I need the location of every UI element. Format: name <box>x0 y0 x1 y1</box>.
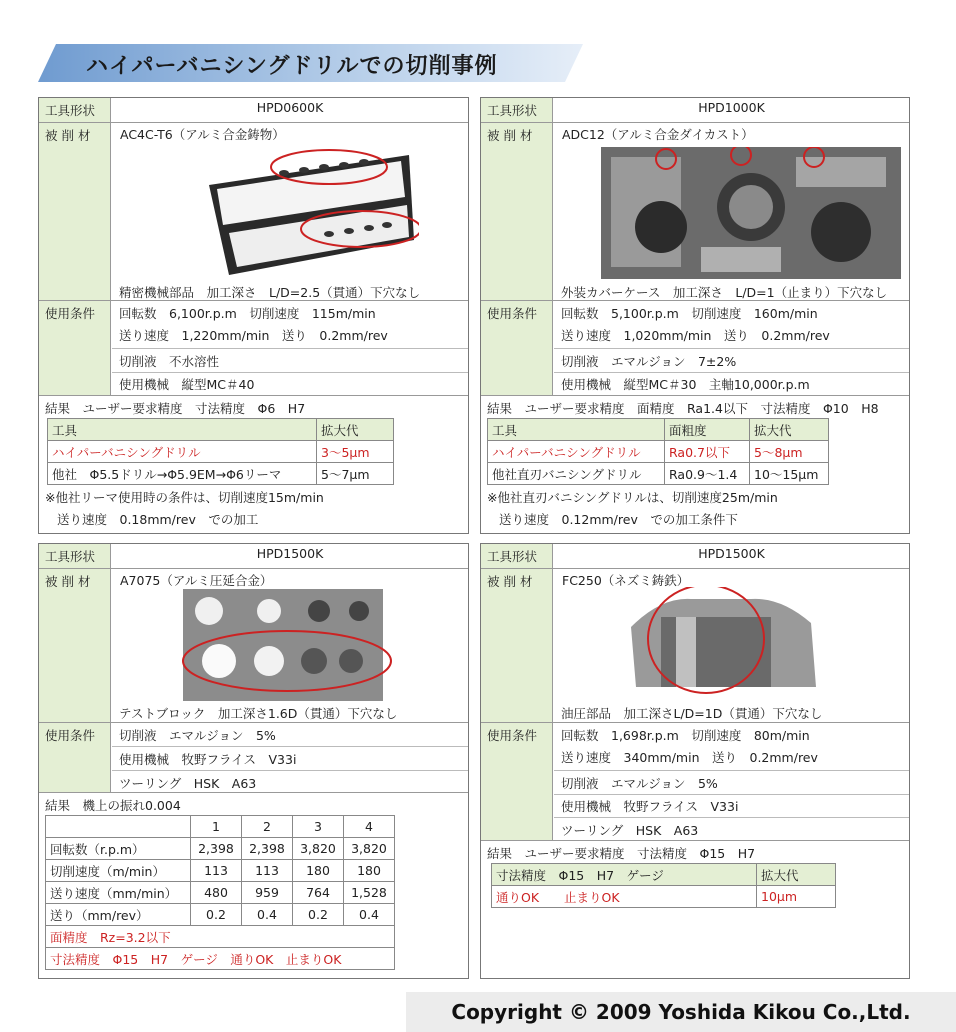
result-table <box>487 418 829 485</box>
table-cell: 180 <box>344 860 395 882</box>
condition-line: 切削液 エマルジョン 5% <box>561 776 718 791</box>
table-row <box>46 904 395 926</box>
note-line: 送り速度 0.12mm/rev での加工条件下 <box>499 512 738 527</box>
condition-line: 送り速度 1,220mm/min 送り 0.2mm/rev <box>119 328 388 343</box>
table-cell: 10μm <box>757 886 836 908</box>
table-footer: 寸法精度 Φ15 H7 ゲージ 通りOK 止まりOK <box>46 948 395 970</box>
tool-name: HPD1500K <box>256 546 324 561</box>
table-cell: 他社 Φ5.5ドリル→Φ5.9EM→Φ6リーマ <box>48 463 317 485</box>
result-text: 結果 ユーザー要求精度 寸法精度 Φ6 H7 <box>45 401 306 416</box>
table-cell: 送り（mm/rev） <box>46 904 191 926</box>
part-photo <box>169 589 429 701</box>
case-panel-3 <box>38 543 469 979</box>
table-cell: 通りOK 止まりOK <box>492 886 757 908</box>
material-row <box>39 122 468 301</box>
table-header: 1 <box>191 816 242 838</box>
material-row <box>481 122 909 301</box>
conditions-row <box>39 722 468 793</box>
table-cell: 113 <box>191 860 242 882</box>
table-row <box>46 882 395 904</box>
table-cell: 切削速度（m/min） <box>46 860 191 882</box>
table-header: 拡大代 <box>757 864 836 886</box>
tool-shape-row <box>481 544 909 568</box>
condition-line: 使用機械 縦型MC＃40 <box>119 377 255 392</box>
table-cell: 5～7μm <box>317 463 394 485</box>
table-cell: 180 <box>293 860 344 882</box>
conditions-label: 使用条件 <box>39 723 111 793</box>
condition-line: 回転数 5,100r.p.m 切削速度 160m/min <box>561 306 818 321</box>
result-table <box>491 863 836 908</box>
material-name: ADC12（アルミ合金ダイカスト） <box>562 127 754 142</box>
table-cell: 3～5μm <box>317 441 394 463</box>
result-table <box>47 418 394 485</box>
part-caption: 外装カバーケース 加工深さ L/D=1（止まり）下穴なし <box>561 285 888 300</box>
table-cell: 回転数（r.p.m） <box>46 838 191 860</box>
table-row <box>46 838 395 860</box>
table-cell: 764 <box>293 882 344 904</box>
part-photo <box>631 587 821 699</box>
tool-shape-label: 工具形状 <box>481 544 553 568</box>
table-row <box>46 860 395 882</box>
case-panel-1 <box>38 97 469 534</box>
result-text: 結果 ユーザー要求精度 寸法精度 Φ15 H7 <box>487 846 756 861</box>
material-row <box>39 568 468 723</box>
tool-shape-row <box>39 544 468 568</box>
condition-line: 回転数 1,698r.p.m 切削速度 80m/min <box>561 728 810 743</box>
condition-line: 使用機械 牧野フライス V33i <box>119 752 297 767</box>
title-banner <box>38 44 583 82</box>
table-footer: 面精度 Rz=3.2以下 <box>46 926 395 948</box>
material-name: FC250（ネズミ鋳鉄） <box>562 573 690 588</box>
result-text: 結果 ユーザー要求精度 面精度 Ra1.4以下 寸法精度 Φ10 H8 <box>487 401 879 416</box>
table-cell: 送り速度（mm/min） <box>46 882 191 904</box>
condition-line: 送り速度 1,020mm/min 送り 0.2mm/rev <box>561 328 830 343</box>
condition-line: 回転数 6,100r.p.m 切削速度 115m/min <box>119 306 376 321</box>
condition-line: 使用機械 縦型MC＃30 主軸10,000r.p.m <box>561 377 810 392</box>
table-cell: Ra0.9～1.4 <box>665 463 750 485</box>
tool-shape-row <box>39 98 468 122</box>
table-header: 工具 <box>48 419 317 441</box>
note-line: 送り速度 0.18mm/rev での加工 <box>57 512 259 527</box>
table-header: 4 <box>344 816 395 838</box>
conditions-row <box>481 722 909 841</box>
part-photo <box>189 145 419 280</box>
table-cell: 他社直刃バニシングドリル <box>488 463 665 485</box>
result-row <box>481 840 909 979</box>
case-panel-4 <box>480 543 910 979</box>
table-cell: 5～8μm <box>750 441 829 463</box>
tool-shape-row <box>481 98 909 122</box>
table-header: 拡大代 <box>750 419 829 441</box>
tool-name: HPD1500K <box>698 546 765 561</box>
table-header: 工具 <box>488 419 665 441</box>
condition-line: 切削液 不水溶性 <box>119 354 220 369</box>
table-header: 2 <box>242 816 293 838</box>
note-line: ※他社リーマ使用時の条件は、切削速度15m/min <box>45 490 324 505</box>
condition-line: ツーリング HSK A63 <box>561 823 699 838</box>
case-panel-2 <box>480 97 910 534</box>
condition-line: 送り速度 340mm/min 送り 0.2mm/rev <box>561 750 818 765</box>
table-cell: 0.4 <box>344 904 395 926</box>
material-label: 被 削 材 <box>39 123 111 301</box>
tool-name: HPD0600K <box>256 100 324 115</box>
table-header: 寸法精度 Φ15 H7 ゲージ <box>492 864 757 886</box>
note-line: ※他社直刃バニシングドリルは、切削速度25m/min <box>487 490 778 505</box>
part-caption: 精密機械部品 加工深さ L/D=2.5（貫通）下穴なし <box>119 285 421 300</box>
condition-line: 切削液 エマルジョン 7±2% <box>561 354 737 369</box>
tool-shape-label: 工具形状 <box>39 98 111 122</box>
table-cell: 480 <box>191 882 242 904</box>
table-cell: ハイパーバニシングドリル <box>488 441 665 463</box>
part-caption: 油圧部品 加工深さL/D=1D（貫通）下穴なし <box>561 706 823 721</box>
page-title: ハイパーバニシングドリルでの切削事例 <box>86 54 498 79</box>
table-cell: 0.2 <box>293 904 344 926</box>
part-photo <box>601 147 901 279</box>
table-cell: 2,398 <box>191 838 242 860</box>
condition-line: 切削液 エマルジョン 5% <box>119 728 276 743</box>
result-row <box>39 792 468 979</box>
table-cell: 0.2 <box>191 904 242 926</box>
table-cell: Ra0.7以下 <box>665 441 750 463</box>
table-cell: 3,820 <box>293 838 344 860</box>
material-name: AC4C-T6（アルミ合金鋳物） <box>120 127 285 142</box>
material-label: 被 削 材 <box>39 569 111 723</box>
result-row <box>39 395 468 534</box>
tool-name: HPD1000K <box>698 100 765 115</box>
table-cell: 959 <box>242 882 293 904</box>
condition-line: 使用機械 牧野フライス V33i <box>561 799 739 814</box>
table-cell: 0.4 <box>242 904 293 926</box>
table-cell: 2,398 <box>242 838 293 860</box>
table-cell: 10～15μm <box>750 463 829 485</box>
part-caption: テストブロック 加工深さ1.6D（貫通）下穴なし <box>119 706 398 721</box>
tool-shape-label: 工具形状 <box>39 544 111 568</box>
conditions-row <box>481 300 909 396</box>
table-cell <box>46 816 191 838</box>
result-table <box>45 815 395 970</box>
table-cell: ハイパーバニシングドリル <box>48 441 317 463</box>
conditions-label: 使用条件 <box>481 301 553 396</box>
material-row <box>481 568 909 723</box>
table-header: 3 <box>293 816 344 838</box>
table-cell: 113 <box>242 860 293 882</box>
table-header: 拡大代 <box>317 419 394 441</box>
conditions-row <box>39 300 468 396</box>
conditions-label: 使用条件 <box>39 301 111 396</box>
result-row <box>481 395 909 534</box>
material-label: 被 削 材 <box>481 569 553 723</box>
condition-line: ツーリング HSK A63 <box>119 776 257 791</box>
table-cell: 1,528 <box>344 882 395 904</box>
tool-shape-label: 工具形状 <box>481 98 553 122</box>
material-name: A7075（アルミ圧延合金） <box>120 573 273 588</box>
copyright-notice: Copyright © 2009 Yoshida Kikou Co.,Ltd. <box>406 992 956 1032</box>
table-cell: 3,820 <box>344 838 395 860</box>
result-text: 結果 機上の振れ0.004 <box>45 798 181 813</box>
material-label: 被 削 材 <box>481 123 553 301</box>
conditions-label: 使用条件 <box>481 723 553 841</box>
table-header: 面粗度 <box>665 419 750 441</box>
